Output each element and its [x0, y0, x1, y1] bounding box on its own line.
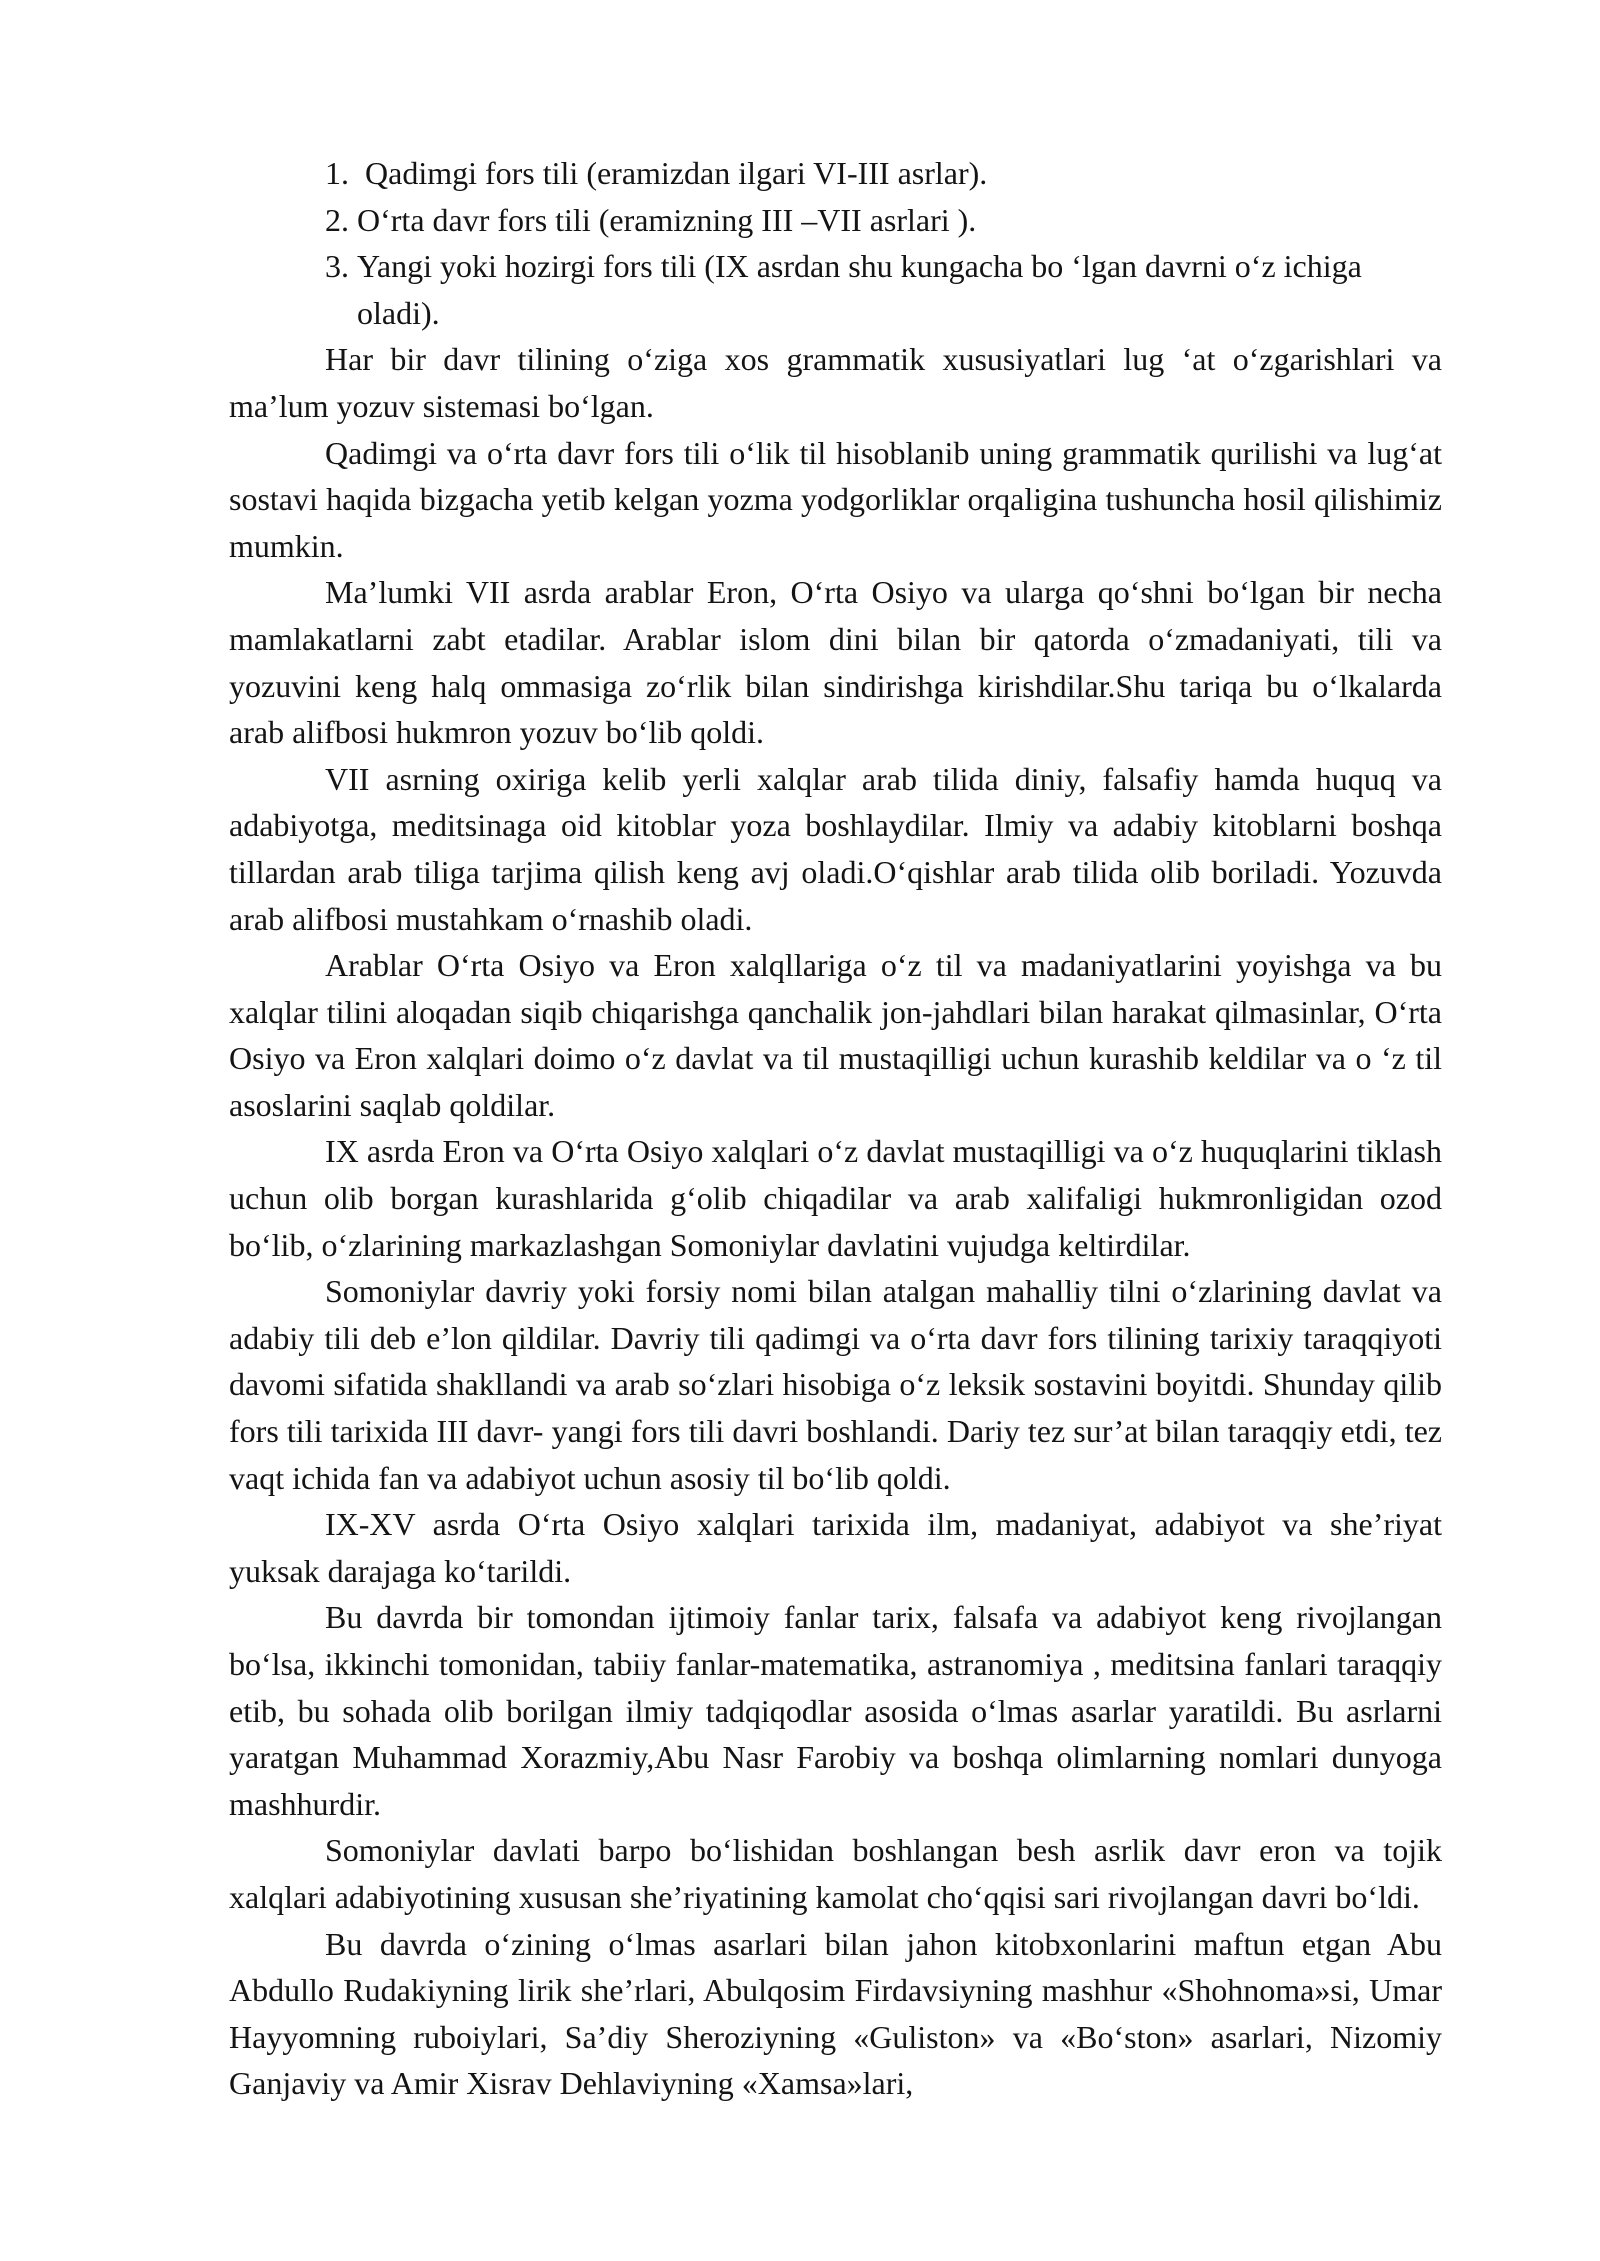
paragraph: Somoniylar davriy yoki forsiy nomi bilan atalgan mahalliy tilni o‘zlarining davlat va adabiy tili deb e’lon qildilar. Davriy tili qadimgi va o‘rta davr fors tilining tarixiy taraqqiyoti davomi sifatida shakllandi va arab so‘zlari hisobiga o‘z leksik sostavini boyitdi. Shunday qilib fors tili tarixida III davr- yangi fors tili davri boshlandi. Dariy tez sur’at bilan taraqqiy etdi, tez vaqt ichida fan va adabiyot uchun asosiy til bo‘lib qoldi. — [229, 1273, 1442, 1496]
list-item — [229, 197, 1442, 244]
paragraph: Qadimgi va o‘rta davr fors tili o‘lik til hisoblanib uning grammatik qurilishi va lug‘at sostavi haqida bizgacha yetib kelgan yozma yodgorliklar orqaligina tushuncha hosil qilishimiz mumkin. — [229, 434, 1442, 564]
list-text: O‘rta davr fors tili (eramizning III –VII asrlari ). — [357, 201, 977, 238]
list-item — [229, 243, 1442, 336]
list-item — [229, 150, 1442, 197]
list-number: 1. — [325, 155, 365, 191]
paragraph: Har bir davr tilining o‘ziga xos grammatik xususiyatlari lug ‘at o‘zgarishlari va ma’lum yozuv sistemasi bo‘lgan. — [229, 341, 1442, 424]
paragraph: Arablar O‘rta Osiyo va Eron xalqllariga o‘z til va madaniyatlarini yoyishga va bu xalqlar tilini aloqadan siqib chiqarishga qanchalik jon-jahdlari bilan harakat qilmasinlar, O‘rta Osiyo va Eron xalqlari doimo o‘z davlat va til mustaqilligi uchun kurashib keldilar va o ‘z til asoslarini saqlab qoldilar. — [229, 947, 1442, 1123]
paragraph: IX asrda Eron va O‘rta Osiyo xalqlari o‘z davlat mustaqilligi va o‘z huquqlarini tiklash uchun olib borgan kurashlarida g‘olib chiqadilar va arab xalifaligi hukmronligidan ozod bo‘lib, o‘zlarining markazlashgan Somoniylar davlatini vujudga keltirdilar. — [229, 1133, 1442, 1263]
list-number: 3. — [325, 248, 357, 285]
list-text: Yangi yoki hozirgi fors tili (IX asrdan shu kungacha bo ‘lgan davrni o‘z ichiga oladi). — [357, 248, 1362, 331]
document-body — [229, 150, 1442, 2107]
paragraph: Somoniylar davlati barpo bo‘lishidan boshlangan besh asrlik davr eron va tojik xalqlari adabiyotining xususan she’riyatining kamolat cho‘qqisi sari rivojlangan davri bo‘ldi. — [229, 1832, 1442, 1915]
paragraph: IX-XV asrda O‘rta Osiyo xalqlari tarixida ilm, madaniyat, adabiyot va she’riyat yuksak darajaga ko‘tarildi. — [229, 1506, 1442, 1589]
paragraph: VII asrning oxiriga kelib yerli xalqlar arab tilida diniy, falsafiy hamda huquq va adabiyotga, meditsinaga oid kitoblar yoza boshlaydilar. Ilmiy va adabiy kitoblarni boshqa tillardan arab tiliga tarjima qilish keng avj oladi.O‘qishlar arab tilida olib boriladi. Yozuvda arab alifbosi mustahkam o‘rnashib oladi. — [229, 760, 1442, 937]
paragraph: Bu davrda o‘zining o‘lmas asarlari bilan jahon kitobxonlarini maftun etgan Abu Abdullo Rudakiyning lirik she’rlari, Abulqosim Firdavsiyning mashhur «Shohnoma»si, Umar Hayyomning ruboiylari, Sa’diy Sheroziyning «Guliston» va «Bo‘ston» asarlari, Nizomiy Ganjaviy va Amir Xisrav Dehlaviyning «Xamsa»lari, — [229, 1925, 1442, 2102]
paragraph: Bu davrda bir tomondan ijtimoiy fanlar tarix, falsafa va adabiyot keng rivojlangan bo‘lsa, ikkinchi tomonidan, tabiiy fanlar-matematika, astranomiya , meditsina fanlari taraqqiy etib, bu sohada olib borilgan ilmiy tadqiqodlar asosida o‘lmas asarlar yaratildi. Bu asrlarni yaratgan Muhammad Xorazmiy,Abu Nasr Farobiy va boshqa olimlarning nomlari dunyoga mashhurdir. — [229, 1599, 1442, 1822]
list-text: Qadimgi fors tili (eramizdan ilgari VI-III asrlar). — [365, 155, 988, 191]
list-number: 2. — [325, 201, 357, 238]
paragraph: Ma’lumki VII asrda arablar Eron, O‘rta Osiyo va ularga qo‘shni bo‘lgan bir necha mamlakatlarni zabt etadilar. Arablar islom dini bilan bir qatorda o‘zmadaniyati, tili va yozuvini keng halq ommasiga zo‘rlik bilan sindirishga kirishdilar.Shu tariqa bu o‘lkalarda arab alifbosi hukmron yozuv bo‘lib qoldi. — [229, 574, 1442, 751]
